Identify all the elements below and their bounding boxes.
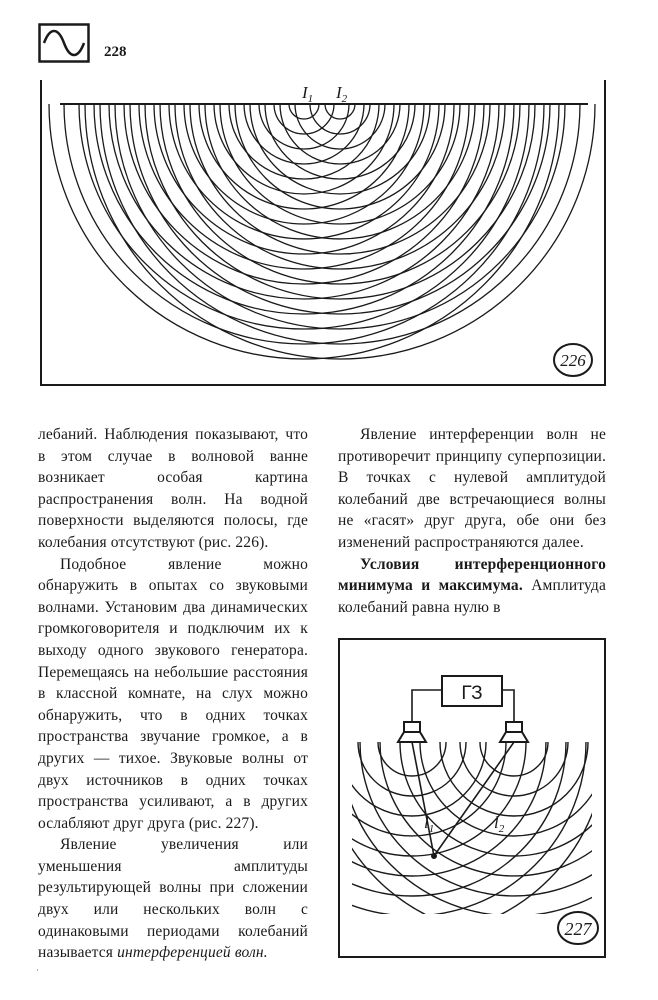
- source-1-label: $I_1$: [302, 83, 314, 105]
- sound-wave-arc: [420, 742, 606, 836]
- left-paragraph-3: [38, 834, 308, 964]
- interference-term: интерференцией волн.: [117, 944, 268, 962]
- path-1-label: $l_1$: [424, 813, 435, 835]
- loudspeaker-icon: [398, 722, 426, 742]
- generator-label: ГЗ: [461, 683, 483, 704]
- left-column: [38, 424, 308, 964]
- sound-wave-fronts: [338, 742, 606, 936]
- path-l2: [434, 742, 514, 856]
- sound-wave-arc: [358, 742, 466, 796]
- wave-front-arc: [49, 104, 559, 359]
- sound-wave-arc: [480, 742, 548, 776]
- path-2-label: $l_2$: [494, 813, 505, 835]
- section-text: Амплитуда колебаний равна нулю в: [338, 577, 606, 616]
- right-paragraph-1: Явление интерференции волн не противоречит принципу суперпозиции. В точках с нулевой амплитудой колебаний две встречающиеся волны не «гасят» друг друга, обе они без изменений распространяются далее.: [338, 426, 606, 551]
- sound-wave-arc: [338, 742, 566, 896]
- sine-wave-icon: [38, 23, 90, 63]
- observation-point: [431, 853, 437, 859]
- right-paragraph-2: [338, 554, 606, 619]
- interference-definition: Явление увеличения или уменьшения амплитуды результирующей волны при сложении двух или нескольких волн с одинаковыми периодами колебаний называется: [38, 836, 308, 962]
- scan-mark: ·: [36, 966, 39, 976]
- figure-227: [338, 638, 606, 958]
- sound-wave-arc: [378, 742, 446, 776]
- wire-right: [502, 690, 514, 722]
- left-paragraph-2: Подобное явление можно обнаружить в опытах со звуковыми волнами. Установим два динамических громкоговорителя и подключим их к выходу одного звукового генератора. Перемещаясь на небольшие расстояния в классной комнате, на слух можно обнаружить, что в одних точках пространства звучание громкое, а в других — тихое. Звуковые волны от двух источников в одних точках пространства усиливают, а в других ослабляют друг друга (рис. 227).: [38, 555, 308, 832]
- wave-fronts: [49, 104, 595, 359]
- wire-left: [412, 690, 442, 722]
- wave-front-arc: [325, 104, 355, 119]
- figure-227-number: 227: [564, 919, 592, 939]
- page-number: 228: [104, 44, 127, 60]
- section-heading: Условия интерференционного минимума и максимума.: [338, 555, 606, 595]
- sound-wave-arc: [460, 742, 568, 796]
- sound-wave-arc: [338, 742, 526, 856]
- figure-226-number: 226: [560, 351, 586, 370]
- wave-front-arc: [85, 104, 595, 359]
- wave-front-arc: [265, 104, 415, 179]
- wave-front-arc: [259, 104, 349, 149]
- wave-front-arc: [289, 104, 319, 119]
- figure-226: [40, 80, 606, 386]
- right-column: [338, 424, 606, 618]
- wave-front-arc: [295, 104, 385, 149]
- wave-front-arc: [229, 104, 379, 179]
- left-paragraph-1: лебаний. Наблюдения показывают, что в этом случае в волновой ванне возникает особая картина распространения волн. На водной поверхности выделяются полосы, где колебания отсутствуют (рис. 226).: [38, 426, 308, 551]
- loudspeaker-icon: [500, 722, 528, 742]
- source-2-label: $I_2$: [336, 83, 348, 105]
